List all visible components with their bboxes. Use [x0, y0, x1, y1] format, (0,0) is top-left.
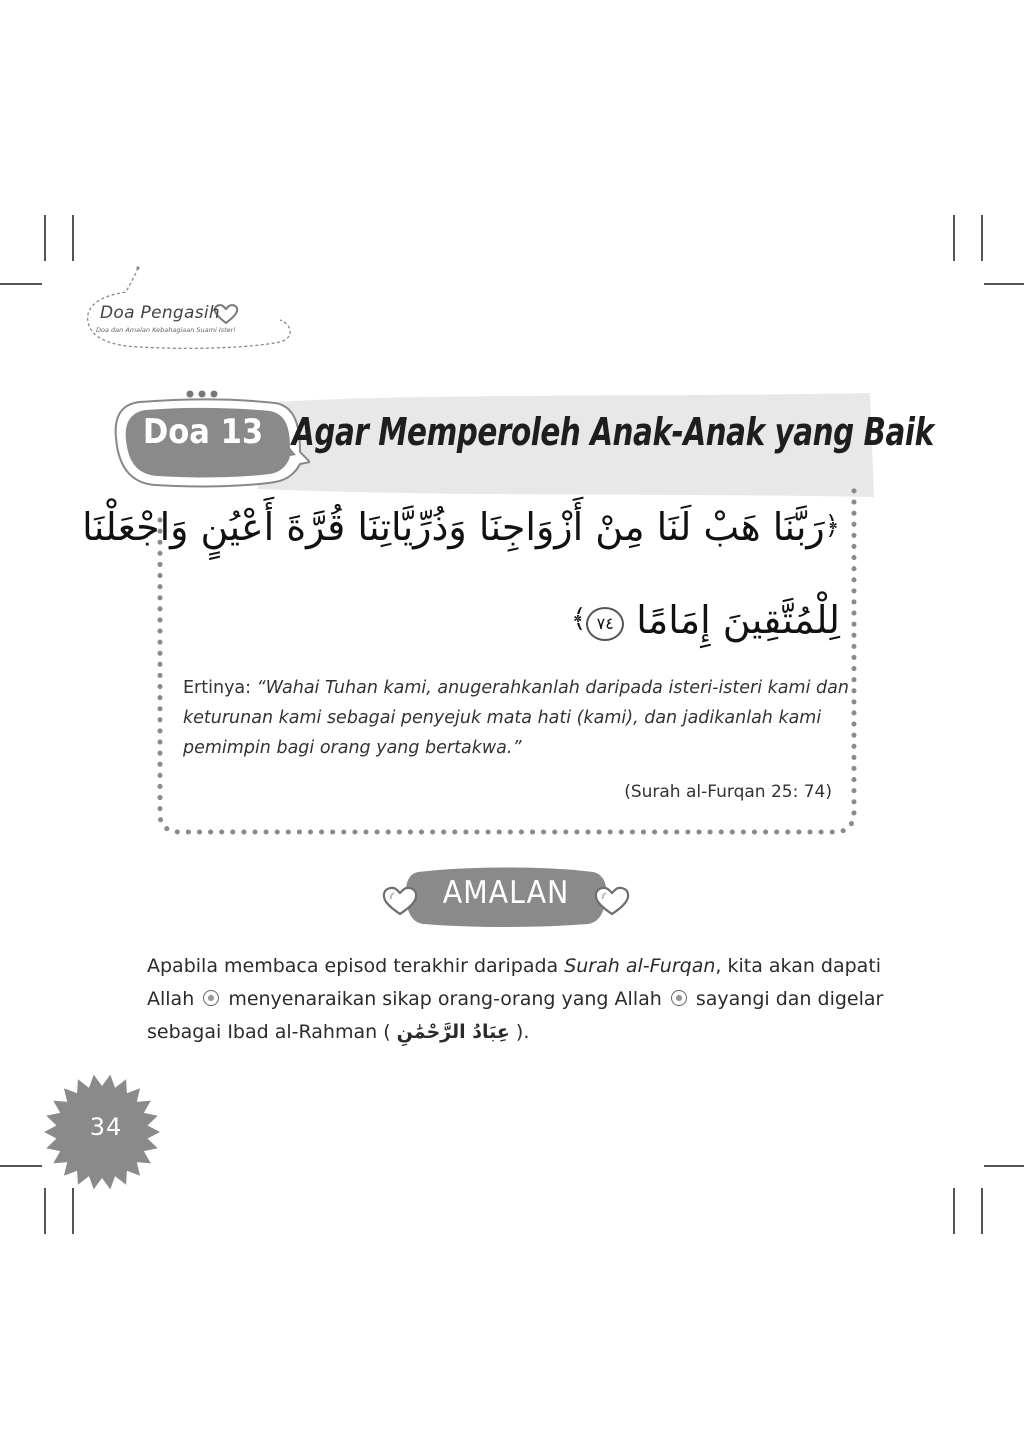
- crop-mark: [984, 1165, 1024, 1167]
- verse-ornament-open: ﴿: [824, 511, 840, 541]
- book-subtitle: Doa dan Amalan Kebahagiaan Suami Isteri: [96, 326, 236, 334]
- ibad-al-rahman-arabic: عِبَادُ الرَّحْمَٰنِ: [396, 1021, 510, 1043]
- doa-title: Agar Memperoleh Anak-Anak yang Baik: [292, 410, 934, 454]
- crop-mark: [0, 283, 42, 285]
- translation-label: Ertinya:: [183, 678, 257, 698]
- crop-mark: [72, 1188, 74, 1234]
- doa-number: Doa 13: [142, 412, 264, 452]
- crop-mark: [981, 215, 983, 261]
- arabic-verse-line-2: لِلْمُتَّقِينَ إِمَامًا ٧٤﴾: [570, 598, 840, 642]
- translation: [183, 673, 853, 763]
- swt-honorific-icon: [671, 990, 687, 1006]
- crop-mark: [984, 283, 1024, 285]
- amalan-paragraph: Apabila membaca episod terakhir daripada Surah al-Furqan, kita akan dapati Allah menyenaraikan sikap orang-orang yang Allah sayangi dan digelar sebagai Ibad al-Rahman ( عِبَادُ الرَّحْمَٰنِ ).: [147, 955, 884, 1043]
- arabic-verse-line-1: ﴿رَبَّنَا هَبْ لَنَا مِنْ أَزْوَاجِنَا وَذُرِّيَّاتِنَا قُرَّةَ أَعْيُنٍ وَاجْعَلْنَا: [82, 505, 840, 549]
- surah-name: Surah al-Furqan: [564, 955, 716, 977]
- amalan-heading: AMALAN: [442, 875, 570, 911]
- page-number: 34: [89, 1113, 123, 1141]
- crop-mark: [953, 1188, 955, 1234]
- crop-mark: [0, 1165, 42, 1167]
- crop-mark: [981, 1188, 983, 1234]
- crop-mark: [44, 215, 46, 261]
- swt-honorific-icon: [203, 990, 219, 1006]
- crop-mark: [72, 215, 74, 261]
- verse-number-marker: ٧٤: [586, 607, 624, 641]
- crop-mark: [953, 215, 955, 261]
- verse-ornament-close: ﴾: [570, 604, 587, 634]
- book-title: Doa Pengasih: [100, 303, 220, 323]
- verse-source: (Surah al-Furqan 25: 74): [624, 782, 832, 802]
- translation-text: “Wahai Tuhan kami, anugerahkanlah daripada isteri-isteri kami dan keturunan kami sebagai penyejuk mata hati (kami), dan jadikanlah kami pemimpin bagi orang yang bertakwa.”: [183, 678, 849, 758]
- crop-mark: [44, 1188, 46, 1234]
